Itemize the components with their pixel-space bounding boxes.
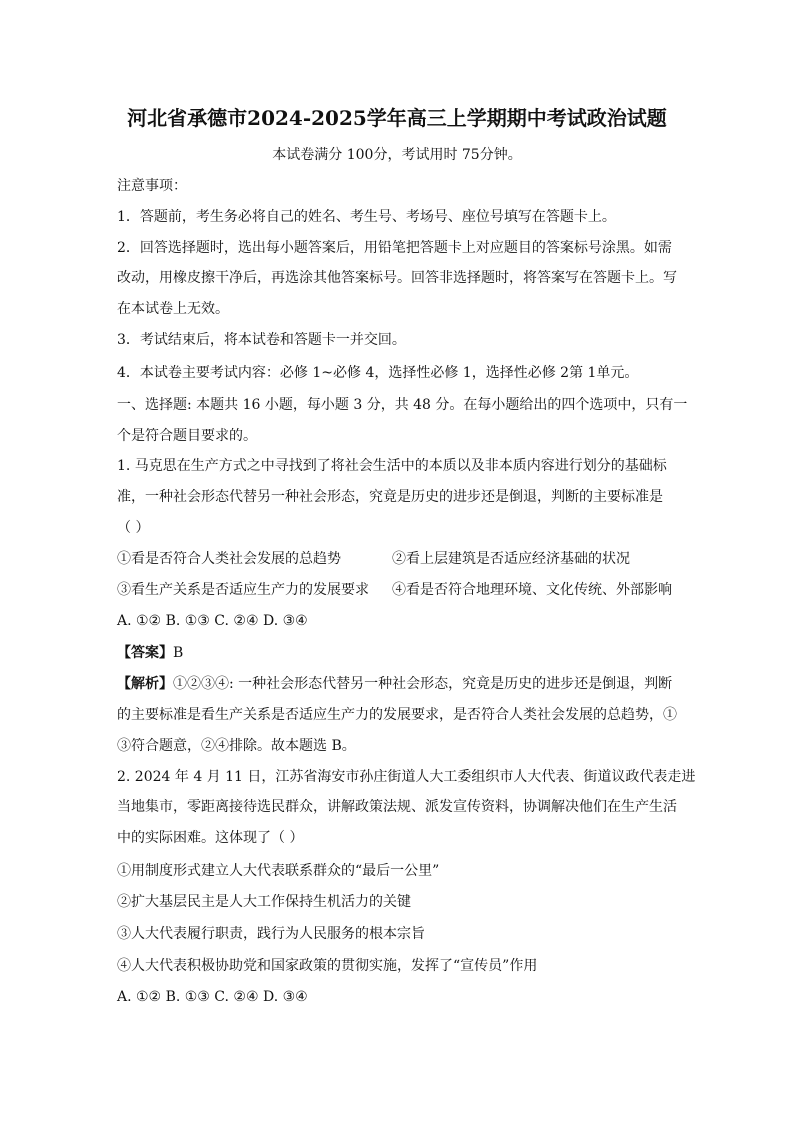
notice-item-2-end: 在本试卷上无效。	[117, 301, 229, 317]
notice-item-3: 3．考试结束后，将本试卷和答题卡一并交回。	[117, 332, 406, 348]
answer-value: B	[173, 645, 184, 661]
q2-option-4: ④人大代表积极协助党和国家政策的贯彻实施，发挥了“宣传员”作用	[117, 958, 538, 974]
analysis-text: ①②③④: 一种社会形态代替另一种社会形态，究竟是历史的进步还是倒退，判断	[173, 676, 673, 692]
notice-item-2-cont: 改动，用橡皮擦干净后，再选涂其他答案标号。回答非选择题时，将答案写在答题卡上。写	[117, 270, 677, 286]
q1-stem-2: 准，一种社会形态代替另一种社会形态，究竟是历史的进步还是倒退，判断的主要标准是	[117, 489, 663, 505]
q2-option-2: ②扩大基层民主是人大工作保持生机活力的关键	[117, 894, 411, 910]
notice-item-2: 2．回答选择题时，选出每小题答案后，用铅笔把答题卡上对应题目的答案标号涂黑。如需	[117, 240, 672, 256]
q2-option-1: ①用制度形式建立人大代表联系群众的“最后一公里”	[117, 863, 440, 879]
answer-label: 【答案】	[117, 645, 173, 661]
page-title: 河北省承德市2024-2025学年高三上学期期中考试政治试题	[127, 106, 667, 130]
q1-option-2: ②看上层建筑是否适应经济基础的状况	[392, 551, 630, 567]
notice-heading: 注意事项：	[117, 178, 187, 194]
section-heading: 一、选择题: 本题共 16 小题，每小题 3 分，共 48 分。在每小题给出的四个选项中，只有一	[117, 397, 688, 413]
q2-stem-3: 中的实际困难。这体现了（ ）	[117, 830, 304, 846]
q1-analysis-1	[117, 674, 672, 694]
q1-option-3: ③看生产关系是否适应生产力的发展要求	[117, 582, 369, 598]
q1-option-4: ④看是否符合地理环境、文化传统、外部影响	[392, 582, 672, 598]
q1-answer	[117, 643, 183, 663]
q2-choices: A. ①② B. ①③ C. ②④ D. ③④	[117, 989, 308, 1005]
q1-analysis-3: ③符合题意，②④排除。故本题选 B。	[117, 738, 356, 754]
notice-item-1: 1．答题前，考生务必将自己的姓名、考生号、考场号、座位号填写在答题卡上。	[117, 209, 616, 225]
q2-stem-1: 2. 2024 年 4 月 11 日，江苏省海安市孙庄街道人大工委组织市人大代表、街道议政代表走进	[117, 769, 696, 785]
analysis-label: 【解析】	[117, 676, 173, 692]
q1-stem-1: 1. 马克思在生产方式之中寻找到了将社会生活中的本质以及非本质内容进行划分的基础标	[117, 458, 667, 474]
q2-stem-2: 当地集市，零距离接待选民群众，讲解政策法规、派发宣传资料，协调解决他们在生产生活	[117, 799, 677, 815]
q2-option-3: ③人大代表履行职责，践行为人民服务的根本宗旨	[117, 926, 425, 942]
notice-item-4: 4．本试卷主要考试内容：必修 1~必修 4，选择性必修 1，选择性必修 2第 1单元。	[117, 365, 639, 381]
q1-option-1: ①看是否符合人类社会发展的总趋势	[117, 551, 341, 567]
section-heading-cont: 个是符合题目要求的。	[117, 428, 257, 444]
exam-info: 本试卷满分 100分，考试用时 75分钟。	[272, 147, 522, 163]
q1-analysis-2: 的主要标准是看生产关系是否适应生产力的发展要求，是否符合人类社会发展的总趋势，①	[117, 707, 677, 723]
q1-stem-3: （ ）	[117, 520, 150, 536]
q1-choices: A. ①② B. ①③ C. ②④ D. ③④	[117, 613, 308, 629]
